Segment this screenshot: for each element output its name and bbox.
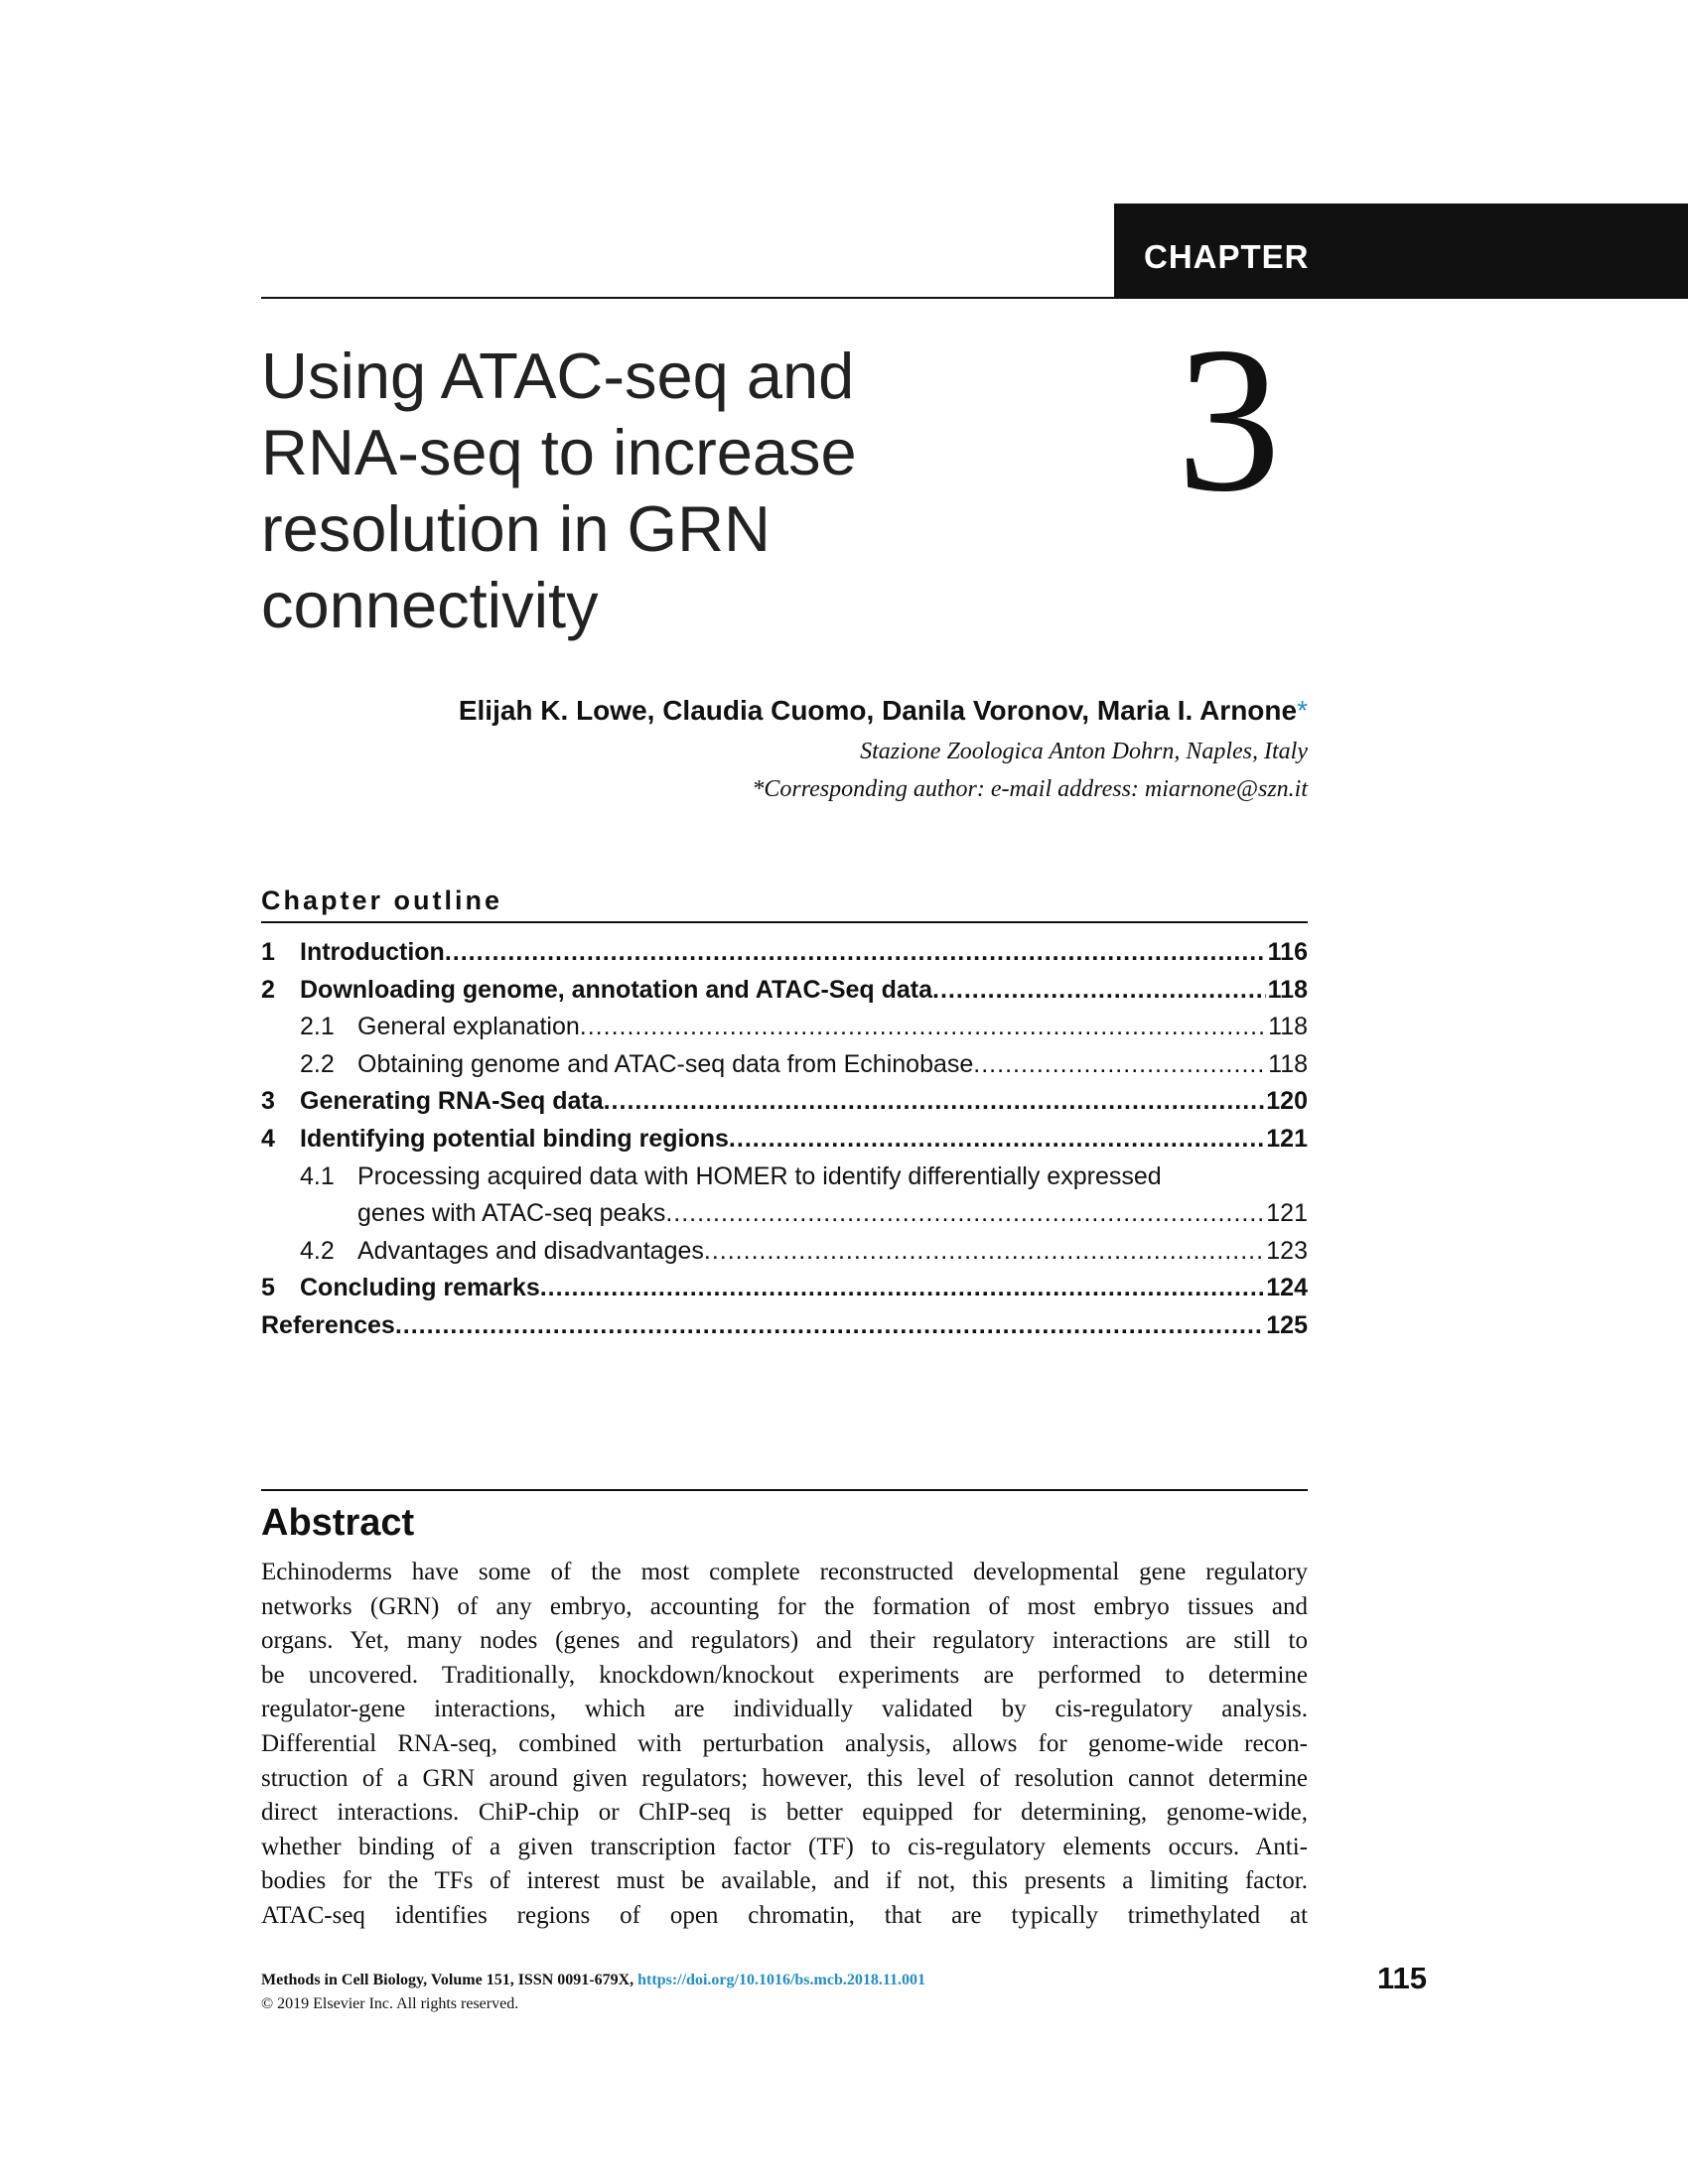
footer-copyright: © 2019 Elsevier Inc. All rights reserved. [261,1995,519,2012]
toc-page: 123 [1266,1236,1308,1265]
toc-title: Advantages and disadvantages [357,1236,704,1265]
toc-page: 121 [1266,1199,1308,1228]
toc-leader [932,976,1266,1005]
author-list [459,695,1308,727]
abstract-line: struction of a GRN around given regulators; however, this level of resolution cannot determine [261,1764,1308,1792]
toc-title: Concluding remarks [300,1274,540,1302]
footer-citation-block [261,1969,925,2016]
abstract-line: Differential RNA-seq, combined with perturbation analysis, allows for genome-wide recon- [261,1729,1308,1757]
toc-title: Obtaining genome and ATAC-seq data from Echinobase [357,1049,974,1078]
toc-leader [729,1125,1264,1154]
toc-entry[interactable] [261,1274,1308,1311]
abstract-line: direct interactions. ChiP-chip or ChIP-seq is better equipped for determining, genome-wide, [261,1799,1308,1827]
title-line: Using ATAC-seq and [261,340,855,412]
chapter-title [261,338,976,643]
toc-entry[interactable] [261,1237,1308,1275]
abstract-line: regulator-gene interactions, which are individually validated by cis-regulatory analysis. [261,1696,1308,1723]
toc-entry[interactable] [261,1050,1308,1088]
toc-page: 124 [1266,1274,1308,1302]
toc-leader [704,1237,1264,1266]
abstract-line: ATAC-seq identifies regions of open chromatin, that are typically trimethylated at [261,1901,1308,1929]
toc-entry[interactable] [261,1311,1308,1349]
abstract-line: whether binding of a given transcription factor (TF) to cis-regulatory elements occurs. Anti- [261,1833,1308,1860]
affiliation: Stazione Zoologica Anton Dohrn, Naples, Italy [860,739,1308,764]
outline-heading: Chapter outline [261,886,503,915]
title-line: connectivity [261,569,599,641]
toc-leader [604,1087,1265,1116]
author-names: Elijah K. Lowe, Claudia Cuomo, Danila Voronov, Maria I. Arnone [458,695,1298,726]
toc-leader [973,1050,1266,1079]
abstract-text [261,1556,1308,1934]
toc-page: 118 [1268,1013,1308,1041]
abstract-line: be uncovered. Traditionally, knockdown/knockout experiments are performed to determine [261,1661,1308,1689]
chapter-number: 3 [1177,305,1281,535]
toc-number: 2 [261,975,275,1004]
toc-leader [665,1199,1264,1228]
abstract-heading: Abstract [261,1502,415,1544]
toc-page: 116 [1267,938,1308,966]
abstract-line: networks (GRN) of any embryo, accounting for the formation of most embryo tissues and [261,1592,1308,1620]
toc-number: 1 [261,938,275,966]
toc-number: 2.2 [300,1049,335,1078]
chapter-label: CHAPTER [1144,238,1310,275]
toc-title: Generating RNA-Seq data [300,1087,604,1116]
outline-rule [261,921,1308,923]
chapter-header-rule [261,297,1114,299]
toc-entry-continued[interactable] [261,1199,1308,1237]
abstract-line: bodies for the TFs of interest must be available, and if not, this presents a limiting factor. [261,1867,1308,1895]
title-line: resolution in GRN [261,492,771,565]
toc-title: Processing acquired data with HOMER to identify differentially expressed [357,1161,1162,1190]
toc-number: 4.2 [300,1236,335,1265]
abstract-rule [261,1489,1308,1491]
toc-entry[interactable] [261,1087,1308,1125]
corresponding-star: * [1297,695,1308,726]
toc-title: genes with ATAC-seq peaks [357,1199,666,1228]
table-of-contents [261,938,1308,1349]
toc-entry[interactable] [261,1125,1308,1162]
toc-page: 118 [1268,1049,1308,1078]
toc-entry[interactable] [261,1013,1308,1050]
toc-leader [540,1274,1265,1302]
toc-title: Downloading genome, annotation and ATAC-Seq data [300,975,933,1004]
page-number: 115 [1376,1961,1427,1995]
toc-title: Identifying potential binding regions [300,1124,729,1153]
abstract-line: organs. Yet, many nodes (genes and regulators) and their regulatory interactions are still to [261,1627,1308,1655]
toc-page: 120 [1266,1087,1308,1116]
corresponding-author: *Corresponding author: e-mail address: miarnone@szn.it [752,776,1308,802]
toc-number: 2.1 [300,1013,335,1041]
doi-link[interactable]: https://doi.org/10.1016/bs.mcb.2018.11.001 [637,1972,925,1988]
abstract-line: Echinoderms have some of the most complete reconstructed developmental gene regulatory [261,1559,1308,1585]
toc-number: 4 [261,1124,275,1153]
toc-page: 118 [1267,975,1308,1004]
toc-entry[interactable] [261,938,1308,976]
toc-number: 5 [261,1274,275,1302]
title-line: RNA-seq to increase [261,416,857,488]
toc-leader [445,938,1266,967]
toc-entry[interactable] [261,976,1308,1014]
toc-page: 121 [1266,1124,1308,1153]
toc-page: 125 [1266,1310,1308,1339]
toc-number: 3 [261,1087,275,1116]
footer-citation: Methods in Cell Biology, Volume 151, ISSN 0091-679X, [261,1972,638,1988]
toc-title: General explanation [357,1013,580,1041]
toc-entry[interactable] [261,1162,1308,1200]
toc-leader [580,1013,1266,1041]
toc-leader [395,1311,1264,1340]
toc-number: 4.1 [300,1161,335,1190]
toc-title: Introduction [300,938,445,966]
toc-title: References [261,1310,395,1339]
